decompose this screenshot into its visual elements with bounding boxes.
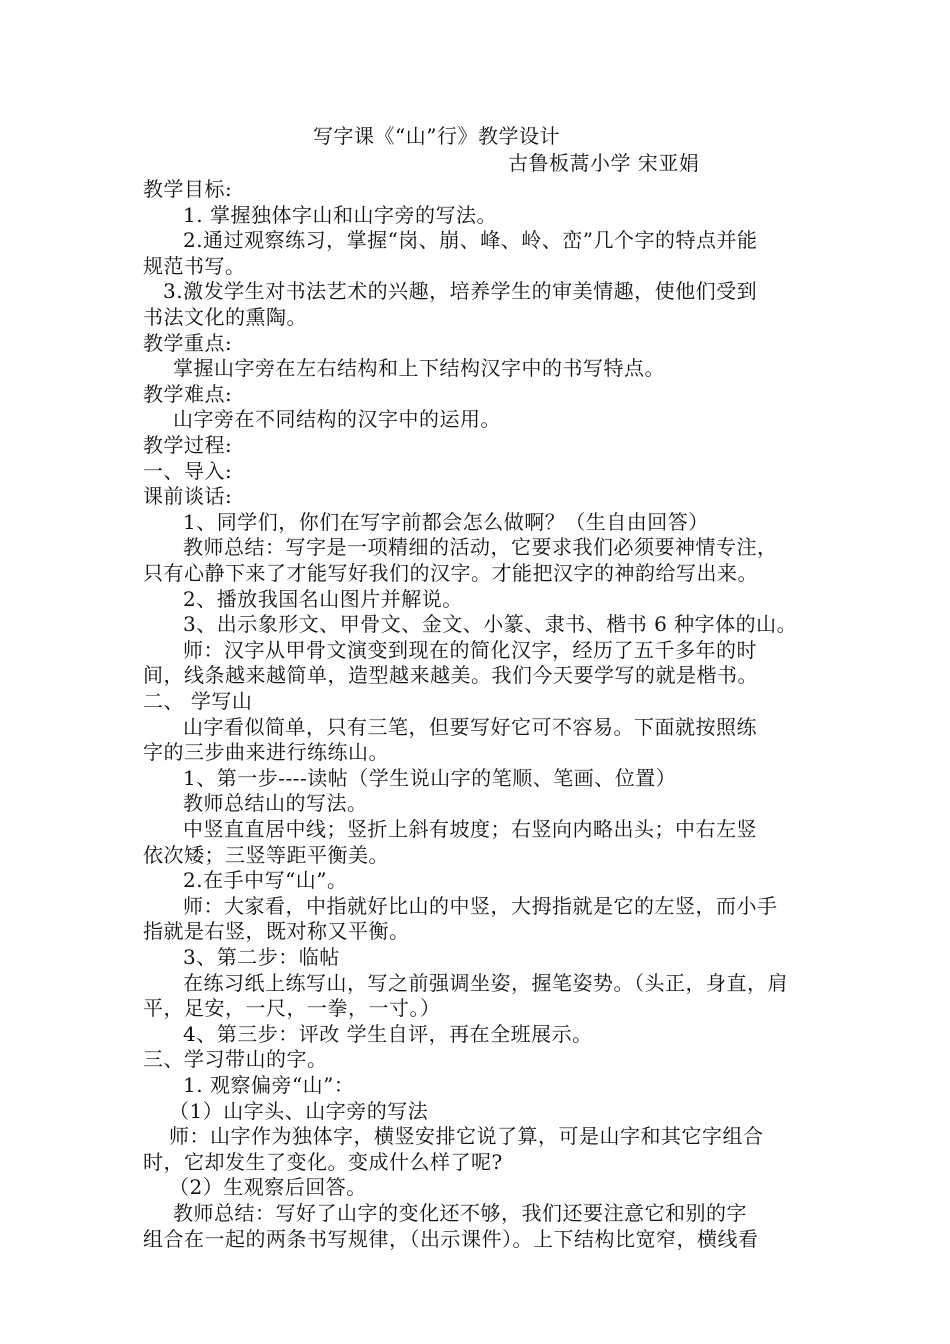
body-line: 三、学习带山的字。 [143, 1047, 328, 1072]
body-line: 字的三步曲来进行练练山。 [143, 740, 389, 765]
body-line: 教师总结：写字是一项精细的活动，它要求我们必须要神情专注， [183, 535, 778, 560]
body-line: 时，它却发生了变化。变成什么样了呢? [143, 1149, 503, 1174]
body-line: 1. 掌握独体字山和山字旁的写法。 [183, 202, 497, 227]
body-line: 依次矮；三竖等距平衡美。 [143, 842, 389, 867]
body-line: 师：大家看，中指就好比山的中竖，大拇指就是它的左竖，而小手 [183, 893, 778, 918]
body-line: 指就是右竖，既对称又平衡。 [143, 919, 410, 944]
body-line: 师：汉字从甲骨文演变到现在的简化汉字，经历了五千多年的时 [183, 637, 757, 662]
body-line: 2、播放我国名山图片并解说。 [183, 586, 463, 611]
body-line: 3、第二步：临帖 [183, 945, 340, 969]
body-line: 组合在一起的两条书写规律，（出示课件）。上下结构比宽窄，横线看 [143, 1226, 759, 1251]
body-line: 山字看似简单，只有三笔，但要写好它可不容易。下面就按照练 [183, 714, 757, 739]
body-line: 教师总结：写好了山字的变化还不够，我们还要注意它和别的字 [173, 1201, 747, 1225]
body-line: 3.激发学生对书法艺术的兴趣，培养学生的审美情趣，使他们受到 [163, 279, 758, 304]
body-line: 间，线条越来越简单，造型越来越美。我们今天要学写的就是楷书。 [143, 663, 758, 688]
body-line: 2.在手中写“山”。 [183, 868, 348, 893]
body-line: 二、 学写山 [143, 689, 253, 713]
body-line: 山字旁在不同结构的汉字中的运用。 [173, 407, 501, 432]
body-line: 教师总结山的写法。 [183, 791, 368, 816]
body-line: 一、导入: [143, 458, 233, 483]
body-line: 1、同学们，你们在写字前都会怎么做啊？（生自由回答） [183, 509, 709, 534]
body-line: 课前谈话: [143, 484, 233, 509]
body-line: 教学重点: [143, 330, 233, 355]
body-line: 师：山字作为独体字，横竖安排它说了算，可是山字和其它字组合 [169, 1124, 764, 1149]
body-line: （1）山字头、山字旁的写法 [169, 1098, 429, 1123]
body-line: 中竖直直居中线；竖折上斜有坡度；右竖向内略出头；中右左竖 [183, 817, 757, 841]
body-line: （2）生观察后回答。 [169, 1175, 367, 1200]
body-line: 规范书写。 [143, 253, 246, 278]
body-line: 教学目标: [143, 177, 233, 201]
body-line: 掌握山字旁在左右结构和上下结构汉字中的书写特点。 [173, 356, 665, 381]
body-line: 在练习纸上练写山，写之前强调坐姿，握笔姿势。（头正，身直，肩 [183, 970, 788, 995]
body-line: 4、第三步：评改 学生自评，再在全班展示。 [183, 1021, 593, 1046]
body-line: 教学难点: [143, 381, 233, 406]
body-line: 教学过程: [143, 433, 233, 457]
document-title: 写字课《“山”行》教学设计 [313, 124, 560, 148]
document-author: 古鲁板蒿小学 宋亚娟 [508, 151, 700, 175]
body-line: 平，足安，一尺，一拳，一寸。） [143, 996, 441, 1021]
body-line: 1、第一步----读帖（学生说山字的笔顺、笔画、位置） [183, 765, 677, 790]
body-line: 只有心静下来了才能写好我们的汉字。才能把汉字的神韵给写出来。 [143, 561, 758, 585]
body-line: 3、出示象形文、甲骨文、金文、小篆、隶书、楷书 6 种字体的山。 [183, 612, 798, 637]
body-line: 2.通过观察练习，掌握“岗、崩、峰、岭、峦”几个字的特点并能 [183, 228, 758, 253]
body-line: 书法文化的熏陶。 [143, 305, 307, 329]
body-line: 1. 观察偏旁“山”： [183, 1073, 355, 1097]
